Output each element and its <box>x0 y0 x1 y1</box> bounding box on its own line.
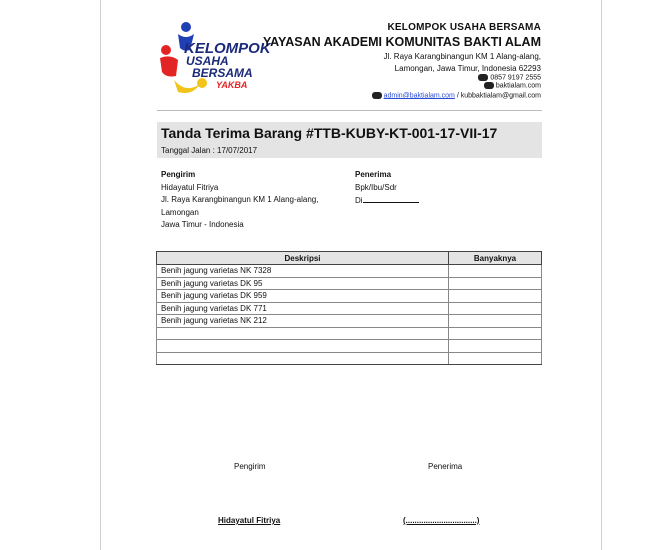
website-row <box>263 82 541 89</box>
signature-recipient-blank: (................................) <box>403 516 480 525</box>
globe-icon <box>484 82 494 89</box>
kuby-logo <box>156 20 276 95</box>
table-header-row <box>157 252 542 265</box>
cell-description: Benih jagung varietas NK 7328 <box>157 265 449 278</box>
items-table <box>156 251 542 365</box>
cell-quantity <box>449 290 542 303</box>
cell-description <box>157 352 449 365</box>
document-title: Tanda Terima Barang #TTB-KUBY-KT-001-17-VII-17 <box>161 125 498 141</box>
email-row <box>263 92 541 99</box>
signature-sender-label: Pengirim <box>234 462 266 471</box>
cell-description: Benih jagung varietas DK 771 <box>157 302 449 315</box>
whatsapp-icon <box>478 74 488 81</box>
cell-quantity <box>449 265 542 278</box>
group-name: KELOMPOK USAHA BERSAMA <box>387 22 541 33</box>
column-header-quantity: Banyaknya <box>449 252 542 265</box>
phone-number: 0857 9197 2555 <box>490 74 541 82</box>
organization-header <box>263 22 541 99</box>
cell-quantity <box>449 302 542 315</box>
logo-figure-red-body <box>160 56 178 76</box>
sender-address-1: Jl. Raya Karangbinangun KM 1 Alang-alang, <box>161 195 319 204</box>
table-row <box>157 290 542 303</box>
email-primary-link[interactable]: admin@baktialam.com <box>383 92 455 100</box>
signature-recipient-label: Penerima <box>428 462 463 471</box>
recipient-location <box>355 194 419 208</box>
recipient-heading: Penerima <box>355 170 392 179</box>
sender-name: Hidayatul Fitriya <box>161 182 219 192</box>
sender-address-2: Lamongan <box>161 207 199 217</box>
email-secondary: / kubbaktialam@gmail.com <box>454 92 541 100</box>
cell-description <box>157 327 449 340</box>
logo-text-kelompok: KELOMPOK <box>184 40 271 57</box>
table-row <box>157 265 542 278</box>
header-divider <box>157 110 542 111</box>
table-row <box>157 327 542 340</box>
cell-quantity <box>449 327 542 340</box>
cell-quantity <box>449 340 542 353</box>
sender-heading: Pengirim <box>161 170 196 179</box>
table-row <box>157 352 542 365</box>
page-edge-right <box>601 0 602 550</box>
document-title-box <box>157 122 542 158</box>
sender-address-3: Jawa Timur - Indonesia <box>161 220 244 229</box>
logo-figure-yellow-body <box>174 80 200 93</box>
mail-icon <box>372 92 382 99</box>
logo-text-usaha: USAHA <box>186 54 229 68</box>
table-row <box>157 315 542 328</box>
cell-description: Benih jagung varietas DK 95 <box>157 277 449 290</box>
column-header-description: Deskripsi <box>157 252 449 265</box>
website-link[interactable]: baktialam.com <box>495 82 541 90</box>
foundation-name: YAYASAN AKADEMI KOMUNITAS BAKTI ALAM <box>262 35 541 49</box>
table-row <box>157 340 542 353</box>
address-line-2: Lamongan, Jawa Timur, Indonesia 62293 <box>394 64 541 73</box>
logo-figure-blue-head <box>181 22 191 32</box>
recipient-location-label: Di <box>355 196 363 205</box>
recipient-block <box>355 169 419 208</box>
logo-text-bersama: BERSAMA <box>192 66 253 80</box>
cell-description <box>157 340 449 353</box>
cell-quantity <box>449 277 542 290</box>
cell-description: Benih jagung varietas NK 212 <box>157 315 449 328</box>
logo-figure-red-head <box>161 45 171 55</box>
document-date: Tanggal Jalan : 17/07/2017 <box>161 146 258 155</box>
address-line-1: Jl. Raya Karangbinangun KM 1 Alang-alang, <box>383 52 541 61</box>
table-row <box>157 302 542 315</box>
page-edge-left <box>100 0 101 550</box>
logo-text-yakba: YAKBA <box>216 80 248 90</box>
signature-sender-name: Hidayatul Fitriya <box>218 516 281 525</box>
recipient-location-blank <box>363 194 419 203</box>
recipient-salutation: Bpk/Ibu/Sdr <box>355 182 397 192</box>
table-row <box>157 277 542 290</box>
phone-row <box>263 74 541 81</box>
cell-description: Benih jagung varietas DK 959 <box>157 290 449 303</box>
sender-block <box>161 169 318 232</box>
cell-quantity <box>449 315 542 328</box>
cell-quantity <box>449 352 542 365</box>
